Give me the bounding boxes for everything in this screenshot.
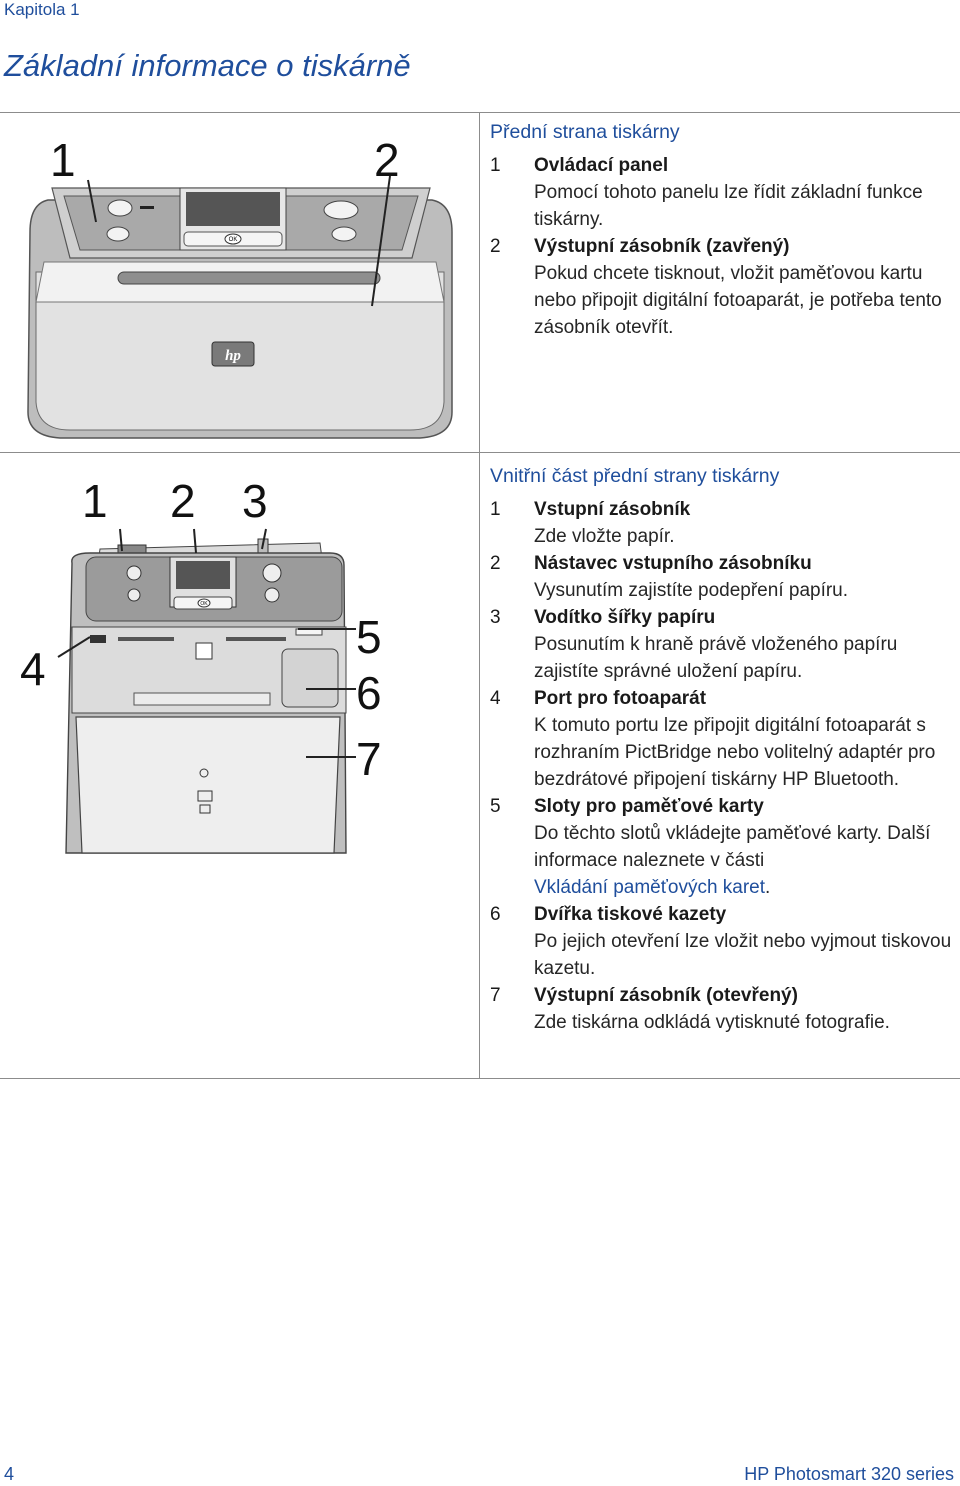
item-description: Zde tiskárna odkládá vytisknuté fotografie. xyxy=(534,1012,890,1033)
item-description-end: . xyxy=(765,877,771,898)
item-description: Vysunutím zajistíte podepření papíru. xyxy=(534,580,849,601)
item-title: Vodítko šířky papíru xyxy=(534,607,716,628)
item-number: 2 xyxy=(490,236,501,257)
list-item xyxy=(490,604,952,685)
ok-button-label: OK xyxy=(228,237,238,243)
printer-front-illustration xyxy=(0,112,478,450)
inner-callout-4: 4 xyxy=(20,643,46,695)
table-bottom-rule xyxy=(0,1078,960,1079)
list-item xyxy=(490,901,952,982)
memory-cards-link[interactable]: Vkládání paměťových karet xyxy=(534,877,766,898)
item-title: Port pro fotoaparát xyxy=(534,688,707,709)
item-title: Výstupní zásobník (zavřený) xyxy=(534,236,790,257)
chapter-header: Kapitola 1 xyxy=(4,0,80,19)
item-title: Dvířka tiskové kazety xyxy=(534,904,727,925)
item-title: Ovládací panel xyxy=(534,155,669,176)
front-section-title: Přední strana tiskárny xyxy=(490,121,680,143)
item-number: 5 xyxy=(490,796,501,817)
printer-inner-illustration xyxy=(0,453,478,873)
inner-callout-7: 7 xyxy=(356,733,382,785)
front-callout-2: 2 xyxy=(374,134,400,186)
inner-callout-3: 3 xyxy=(242,475,268,527)
item-description: Pokud chcete tisknout, vložit paměťovou kartu nebo připojit digitální fotoaparát, je potřeba tento zásobník otevřít. xyxy=(534,263,942,338)
page-number: 4 xyxy=(4,1464,15,1484)
item-number: 1 xyxy=(490,499,501,520)
product-name: HP Photosmart 320 series xyxy=(744,1464,954,1484)
item-title: Nástavec vstupního zásobníku xyxy=(534,553,812,574)
inner-callout-2: 2 xyxy=(170,475,196,527)
list-item xyxy=(490,233,952,341)
item-number: 7 xyxy=(490,985,501,1006)
item-title: Vstupní zásobník xyxy=(534,499,691,520)
front-callout-1: 1 xyxy=(50,134,76,186)
list-item xyxy=(490,982,952,1036)
inner-callout-6: 6 xyxy=(356,667,382,719)
item-title: Sloty pro paměťové karty xyxy=(534,796,764,817)
list-item xyxy=(490,793,952,901)
inner-callout-5: 5 xyxy=(356,611,382,663)
item-description xyxy=(534,820,952,901)
table-column-rule xyxy=(479,112,480,1078)
item-description: Posunutím k hraně právě vloženého papíru zajistíte správné uložení papíru. xyxy=(534,634,898,682)
hp-logo: hp xyxy=(225,348,241,364)
item-number: 2 xyxy=(490,553,501,574)
list-item xyxy=(490,496,952,550)
item-description: Pomocí tohoto panelu lze řídit základní funkce tiskárny. xyxy=(534,182,923,230)
item-number: 1 xyxy=(490,155,501,176)
page-title: Základní informace o tiskárně xyxy=(4,48,411,83)
inner-section-title: Vnitřní část přední strany tiskárny xyxy=(490,465,780,487)
front-section xyxy=(490,120,952,341)
item-number: 6 xyxy=(490,904,501,925)
item-description: K tomuto portu lze připojit digitální fotoaparát s rozhraním PictBridge nebo volitelný adaptér pro bezdrátové připojení tiskárny HP Bluetooth. xyxy=(534,715,936,790)
item-description: Po jejich otevření lze vložit nebo vyjmout tiskovou kazetu. xyxy=(534,931,952,979)
inner-callout-1: 1 xyxy=(82,475,108,527)
item-number: 4 xyxy=(490,688,501,709)
list-item xyxy=(490,550,952,604)
inner-ok-button-label: OK xyxy=(200,601,208,607)
inner-section xyxy=(490,464,952,1036)
item-description: Zde vložte papír. xyxy=(534,526,675,547)
item-description-text: Do těchto slotů vkládejte paměťové karty. Další informace naleznete v části xyxy=(534,823,931,871)
item-number: 3 xyxy=(490,607,501,628)
list-item xyxy=(490,685,952,793)
list-item xyxy=(490,152,952,233)
item-title: Výstupní zásobník (otevřený) xyxy=(534,985,798,1006)
